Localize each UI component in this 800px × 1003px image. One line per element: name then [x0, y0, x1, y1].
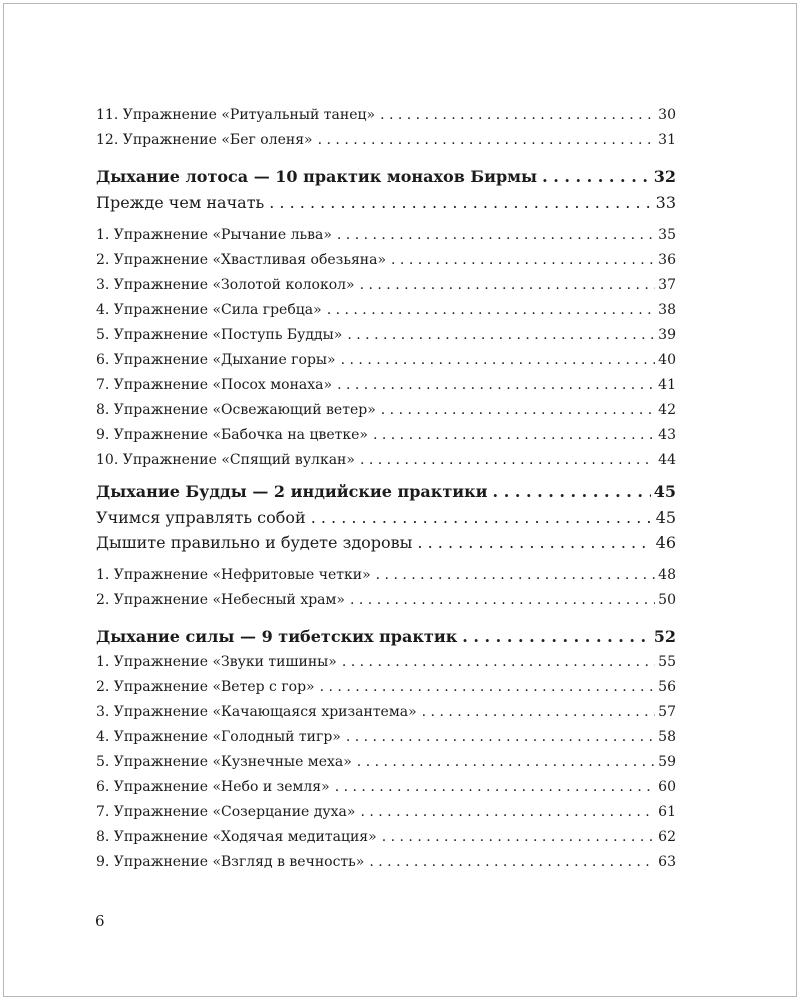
entry-title: 11. Упражнение «Ритуальный танец» — [96, 107, 376, 123]
dot-leader — [352, 750, 655, 775]
toc-entry — [96, 775, 676, 800]
entry-page: 62 — [658, 829, 676, 845]
dot-leader — [376, 398, 655, 423]
entry-title: 6. Упражнение «Небо и земля» — [96, 779, 330, 795]
dot-leader — [355, 448, 655, 473]
section-page: 45 — [653, 482, 676, 501]
toc-entry — [96, 373, 676, 398]
entry-title: 1. Упражнение «Звуки тишины» — [96, 654, 337, 670]
entry-title: 2. Упражнение «Небесный храм» — [96, 592, 345, 608]
entry-page: 56 — [658, 679, 676, 695]
section-title: Дыхание лотоса — 10 практик монахов Бирмы — [96, 167, 538, 186]
toc-entry — [96, 725, 676, 750]
entry-page: 37 — [658, 277, 676, 293]
section-title: Дыхание силы — 9 тибетских практик — [96, 627, 458, 646]
dot-leader — [264, 190, 652, 215]
entry-page: 33 — [655, 193, 676, 212]
toc-entry — [96, 103, 676, 128]
entry-title: 5. Упражнение «Поступь Будды» — [96, 327, 343, 343]
toc-entry — [96, 398, 676, 423]
entry-title: 7. Упражнение «Созерцание духа» — [96, 804, 356, 820]
dot-leader — [386, 248, 655, 273]
entry-page: 60 — [658, 779, 676, 795]
entry-page: 40 — [658, 352, 676, 368]
entry-page: 57 — [658, 704, 676, 720]
dot-leader — [336, 348, 656, 373]
dot-leader — [375, 103, 655, 128]
dot-leader — [332, 223, 655, 248]
entry-page: 58 — [658, 729, 676, 745]
entry-page: 48 — [658, 567, 676, 583]
dot-leader — [337, 650, 655, 675]
dot-leader — [345, 588, 655, 613]
toc-intro-entry — [96, 190, 676, 215]
page-number: 6 — [95, 912, 105, 930]
entry-title: 6. Упражнение «Дыхание горы» — [96, 352, 336, 368]
entry-page: 63 — [658, 854, 676, 870]
entry-title: 4. Упражнение «Голодный тигр» — [96, 729, 341, 745]
dot-leader — [315, 675, 656, 700]
book-page — [3, 3, 797, 997]
entry-page: 30 — [658, 107, 676, 123]
dot-leader — [364, 850, 655, 875]
entry-title: Прежде чем начать — [96, 193, 265, 212]
entry-title: 2. Упражнение «Хвастливая обезьяна» — [96, 252, 387, 268]
toc-entry — [96, 850, 676, 875]
entry-page: 59 — [658, 754, 676, 770]
entry-title: 9. Упражнение «Взгляд в вечность» — [96, 854, 365, 870]
toc-entry — [96, 800, 676, 825]
entry-page: 43 — [658, 427, 676, 443]
dot-leader — [330, 775, 655, 800]
entry-title: 1. Упражнение «Рычание льва» — [96, 227, 332, 243]
toc-intro-entry — [96, 530, 676, 555]
dot-leader — [342, 323, 655, 348]
entry-title: 3. Упражнение «Золотой колокол» — [96, 277, 355, 293]
toc-intro-entry — [96, 505, 676, 530]
dot-leader — [377, 825, 655, 850]
toc-entry — [96, 825, 676, 850]
toc-entry — [96, 323, 676, 348]
dot-leader — [457, 624, 650, 650]
toc-entry — [96, 348, 676, 373]
toc-entry — [96, 700, 676, 725]
dot-leader — [417, 700, 656, 725]
toc-section-heading — [96, 624, 676, 650]
entry-title: 10. Упражнение «Спящий вулкан» — [96, 452, 355, 468]
entry-page: 50 — [658, 592, 676, 608]
entry-page: 55 — [658, 654, 676, 670]
entry-title: 9. Упражнение «Бабочка на цветке» — [96, 427, 368, 443]
entry-page: 46 — [655, 533, 676, 552]
entry-page: 45 — [655, 508, 676, 527]
toc-section-heading — [96, 479, 676, 505]
toc-entry — [96, 448, 676, 473]
dot-leader — [537, 164, 651, 190]
toc-entry — [96, 750, 676, 775]
toc-section-heading — [96, 164, 676, 190]
entry-title: 2. Упражнение «Ветер с гор» — [96, 679, 315, 695]
section-page: 52 — [653, 627, 676, 646]
toc-entry — [96, 588, 676, 613]
toc-entry — [96, 675, 676, 700]
entry-title: 7. Упражнение «Посох монаха» — [96, 377, 333, 393]
entry-title: 1. Упражнение «Нефритовые четки» — [96, 567, 371, 583]
entry-title: 5. Упражнение «Кузнечные меха» — [96, 754, 352, 770]
toc-entry — [96, 128, 676, 153]
entry-title: 4. Упражнение «Сила гребца» — [96, 302, 322, 318]
dot-leader — [355, 273, 656, 298]
entry-page: 35 — [658, 227, 676, 243]
entry-title: 3. Упражнение «Качающаяся хризантема» — [96, 704, 417, 720]
toc-entry — [96, 223, 676, 248]
section-title: Дыхание Будды — 2 индийские практики — [96, 482, 488, 501]
dot-leader — [332, 373, 655, 398]
toc-entry — [96, 273, 676, 298]
entry-page: 42 — [658, 402, 676, 418]
dot-leader — [313, 128, 656, 153]
toc-entry — [96, 298, 676, 323]
entry-page: 38 — [658, 302, 676, 318]
entry-page: 39 — [658, 327, 676, 343]
section-page: 32 — [653, 167, 676, 186]
dot-leader — [488, 479, 651, 505]
entry-page: 41 — [658, 377, 676, 393]
dot-leader — [368, 423, 655, 448]
dot-leader — [341, 725, 655, 750]
entry-title: Дышите правильно и будете здоровы — [96, 533, 413, 552]
dot-leader — [306, 505, 653, 530]
table-of-contents — [96, 103, 676, 875]
dot-leader — [355, 800, 655, 825]
entry-page: 61 — [658, 804, 676, 820]
dot-leader — [412, 530, 652, 555]
entry-title: Учимся управлять собой — [96, 508, 306, 527]
entry-title: 12. Упражнение «Бег оленя» — [96, 132, 313, 148]
entry-page: 36 — [658, 252, 676, 268]
entry-title: 8. Упражнение «Ходячая медитация» — [96, 829, 377, 845]
toc-entry — [96, 563, 676, 588]
entry-title: 8. Упражнение «Освежающий ветер» — [96, 402, 376, 418]
toc-entry — [96, 248, 676, 273]
entry-page: 31 — [658, 132, 676, 148]
dot-leader — [371, 563, 656, 588]
toc-entry — [96, 423, 676, 448]
entry-page: 44 — [658, 452, 676, 468]
dot-leader — [322, 298, 655, 323]
toc-entry — [96, 650, 676, 675]
